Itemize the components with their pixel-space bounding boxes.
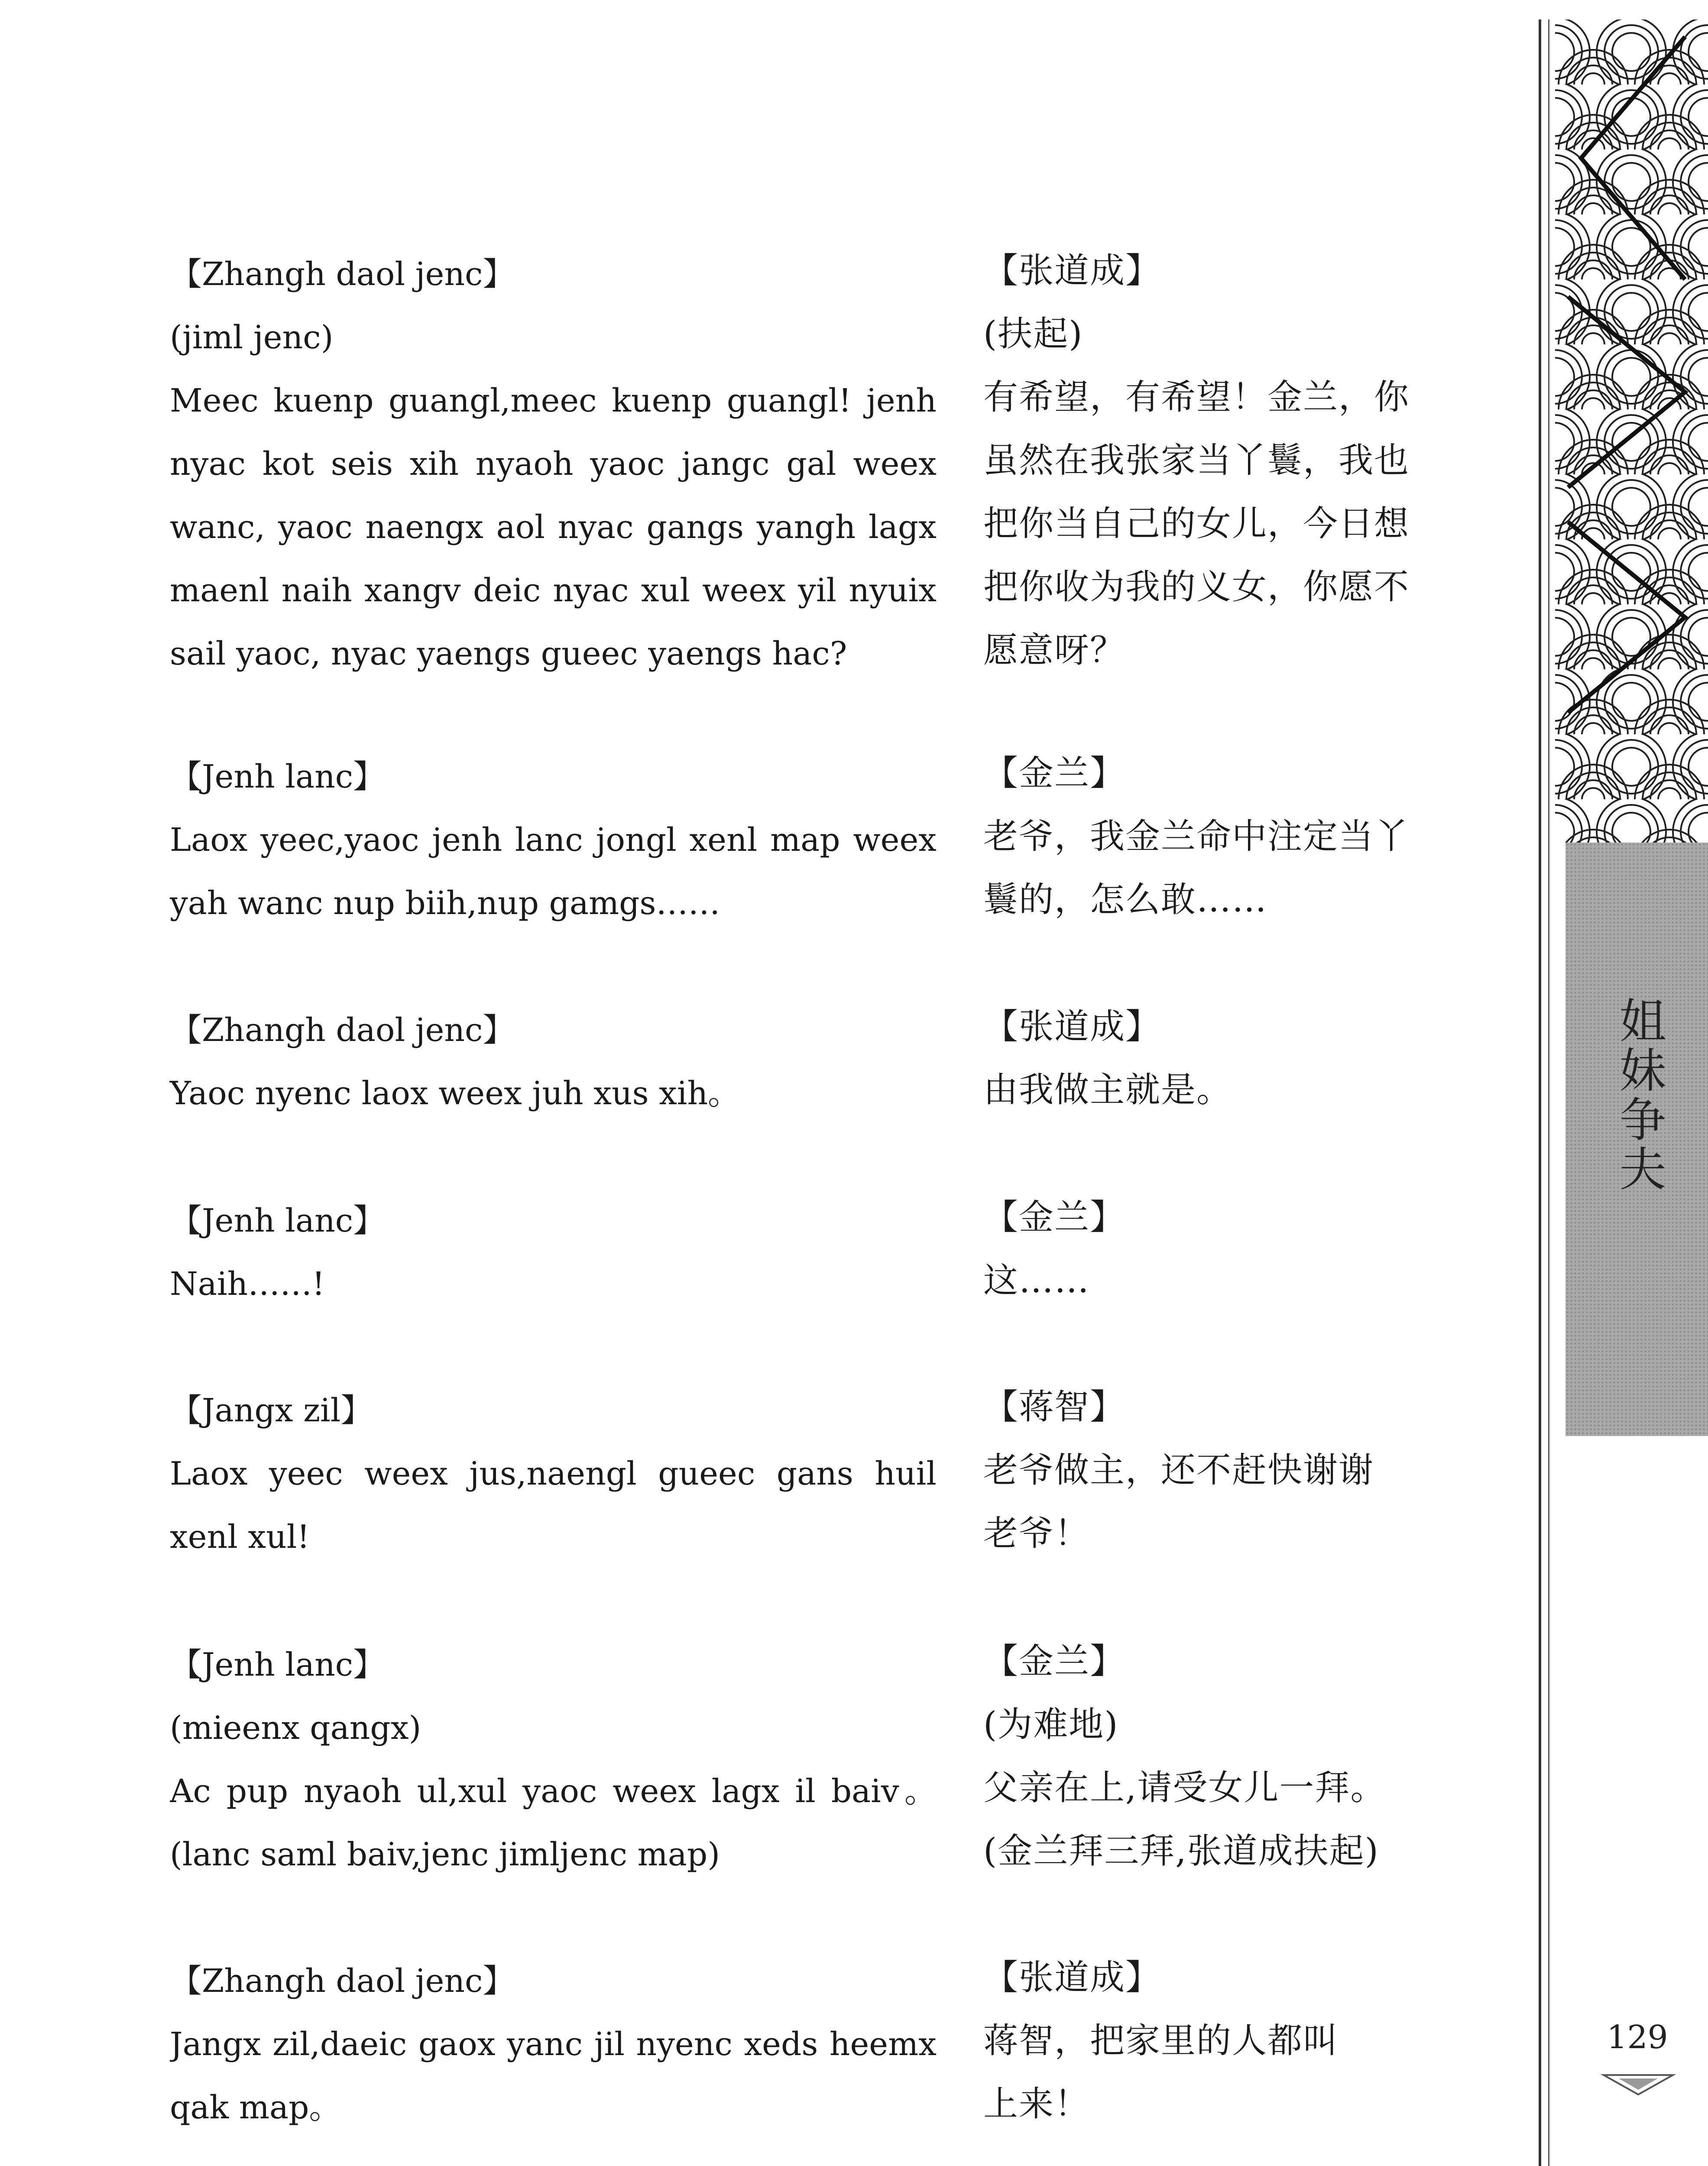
dialogue-line: sail yaoc, nyac yaengs gueec yaengs hac?: [170, 635, 847, 672]
stage-direction: (lanc saml baiv,jenc jimljenc map): [170, 1836, 720, 1873]
dong-text-block-3: [170, 999, 937, 1125]
speaker-name: 【Jenh lanc】: [170, 1646, 386, 1683]
speaker-name: 【蒋智】: [983, 1387, 1125, 1427]
stage-direction: (金兰拜三拜,张道成扶起): [983, 1831, 1379, 1871]
dong-text-block-1: [170, 243, 937, 685]
dialogue-line: Meec kuenp guangl,meec kuenp guangl! jenh: [170, 382, 937, 419]
dialogue-line: Laox yeec weex jus,naengl gueec gans huil: [170, 1455, 937, 1492]
speaker-name: 【张道成】: [983, 250, 1161, 291]
dialogue-line: nyac kot seis xih nyaoh yaoc jangc gal weex: [170, 445, 937, 483]
dong-text-block-6: [170, 1633, 937, 1886]
dialogue-line: 虽然在我张家当丫鬟，我也: [983, 440, 1410, 480]
dialogue-line: 老爷！: [983, 1513, 1090, 1553]
dialogue-line: Ac pup nyaoh ul,xul yaoc weex lagx il baiv。: [170, 1773, 937, 1810]
dialogue-line: yah wanc nup biih,nup gamgs……: [170, 885, 720, 922]
dialogue-line: 这……: [983, 1260, 1090, 1300]
dialogue-line: 有希望，有希望！金兰，你: [983, 377, 1410, 417]
speaker-name: 【Zhangh daol jenc】: [170, 1962, 515, 2000]
dong-text-block-4: [170, 1189, 937, 1316]
dialogue-line: Jangx zil,daeic gaox yanc jil nyenc xeds heemx: [170, 2026, 937, 2063]
chinese-text-block-6: [983, 1630, 1460, 1883]
chinese-text-block-5: [983, 1375, 1460, 1565]
margin-rule-thin: [1548, 19, 1549, 2166]
speaker-name: 【金兰】: [983, 1197, 1125, 1237]
speaker-name: 【Jenh lanc】: [170, 758, 386, 795]
page-ornament-icon: [1595, 2071, 1682, 2097]
chinese-text-block-7: [983, 1946, 1460, 2136]
chinese-text-block-2: [983, 742, 1460, 931]
chinese-text-block-3: [983, 995, 1460, 1122]
speaker-name: 【金兰】: [983, 1641, 1125, 1681]
chinese-text-block-4: [983, 1186, 1460, 1312]
dong-text-block-5: [170, 1379, 937, 1569]
page-number: 129: [1607, 2019, 1668, 2056]
dialogue-line: 把你收为我的义女，你愿不: [983, 567, 1410, 607]
dialogue-line: maenl naih xangv deic nyac xul weex yil nyuix: [170, 572, 937, 609]
stage-direction: (为难地): [983, 1704, 1119, 1744]
dialogue-line: wanc, yaoc naengx aol nyac gangs yangh lagx: [170, 509, 937, 546]
margin-rule: [1539, 19, 1541, 2166]
dong-text-block-2: [170, 745, 937, 935]
dialogue-line: 老爷做主，还不赶快谢谢: [983, 1450, 1374, 1490]
dialogue-line: xenl xul!: [170, 1518, 310, 1556]
speaker-name: 【Zhangh daol jenc】: [170, 256, 515, 293]
dong-text-block-7: [170, 1949, 937, 2139]
stage-direction: (jiml jenc): [170, 319, 334, 356]
speaker-name: 【Jangx zil】: [170, 1392, 373, 1429]
dialogue-line: 上来！: [983, 2084, 1090, 2124]
dialogue-line: 蒋智，把家里的人都叫: [983, 2020, 1339, 2061]
dialogue-line: Naih……!: [170, 1265, 325, 1303]
dialogue-line: 由我做主就是。: [983, 1070, 1232, 1110]
dialogue-line: 鬟的，怎么敢……: [983, 879, 1267, 920]
dialogue-line: 老爷，我金兰命中注定当丫: [983, 816, 1410, 856]
speaker-name: 【Zhangh daol jenc】: [170, 1012, 515, 1049]
chapter-title: 姐妹争夫: [1611, 996, 1666, 1194]
dialogue-line: Laox yeec,yaoc jenh lanc jongl xenl map weex: [170, 821, 937, 859]
dialogue-line: Yaoc nyenc laox weex juh xus xih。: [170, 1075, 740, 1112]
stage-direction: (扶起): [983, 314, 1083, 354]
cloud-pattern-ornament: [1555, 19, 1708, 843]
chinese-text-block-1: [983, 239, 1460, 682]
speaker-name: 【金兰】: [983, 753, 1125, 793]
dialogue-line: 愿意呀？: [983, 630, 1125, 670]
speaker-name: 【Jenh lanc】: [170, 1202, 386, 1239]
dialogue-line: 父亲在上,请受女儿一拜。: [983, 1767, 1386, 1808]
speaker-name: 【张道成】: [983, 1957, 1161, 1997]
dialogue-line: 把你当自己的女儿，今日想: [983, 503, 1410, 544]
dialogue-line: qak map。: [170, 2089, 341, 2126]
speaker-name: 【张道成】: [983, 1006, 1161, 1047]
stage-direction: (mieenx qangx): [170, 1709, 421, 1747]
